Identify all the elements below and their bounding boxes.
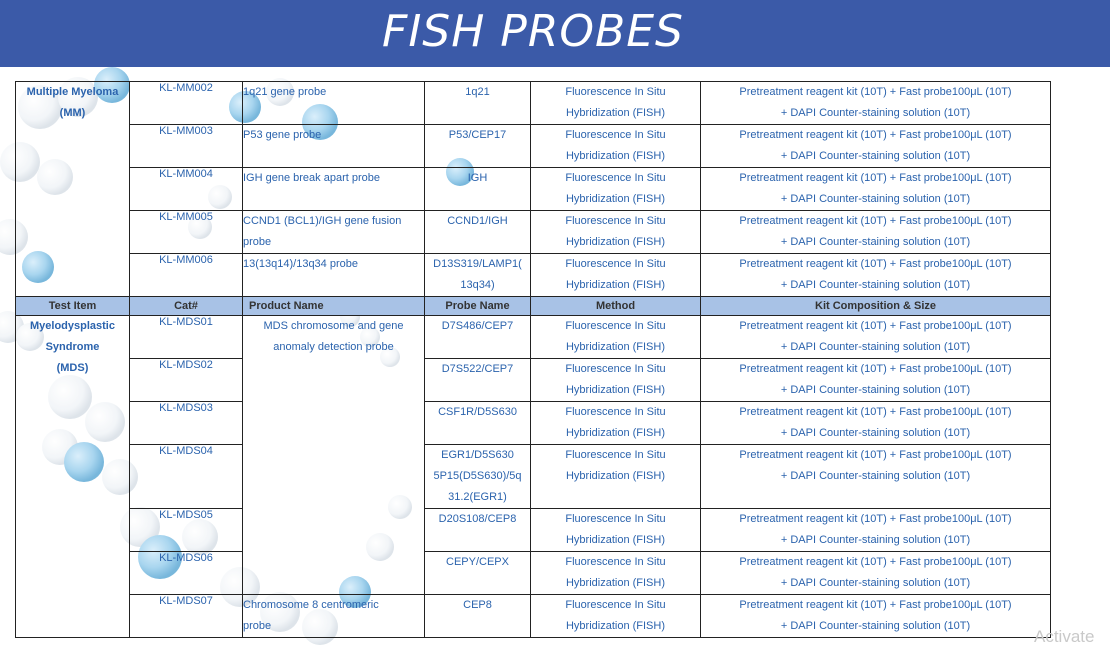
probe-line: D13S319/LAMP1( — [433, 258, 522, 270]
cat-cell: KL-MDS01 — [130, 316, 243, 359]
table-row — [16, 402, 1051, 445]
kit-line: + DAPI Counter-staining solution (10T) — [780, 427, 971, 439]
method-cell — [531, 552, 701, 595]
cat-cell: KL-MDS06 — [130, 552, 243, 595]
table-row — [16, 168, 1051, 211]
method-line: Hybridization (FISH) — [565, 470, 666, 482]
method-line: Fluorescence In Situ — [565, 556, 666, 568]
kit-cell — [701, 254, 1051, 297]
table-row — [16, 509, 1051, 552]
probe-name-cell: CEPY/CEPX — [425, 552, 531, 595]
cat-cell: KL-MDS04 — [130, 445, 243, 509]
method-cell — [531, 82, 701, 125]
method-line: Fluorescence In Situ — [565, 215, 666, 227]
fish-probes-table — [15, 81, 1051, 638]
kit-cell — [701, 595, 1051, 638]
cat-cell: KL-MDS05 — [130, 509, 243, 552]
method-line: Fluorescence In Situ — [565, 129, 666, 141]
method-cell — [531, 168, 701, 211]
method-cell — [531, 359, 701, 402]
kit-line: Pretreatment reagent kit (10T) + Fast probe100μL (10T) — [739, 599, 1012, 611]
kit-cell — [701, 316, 1051, 359]
cat-cell: KL-MDS07 — [130, 595, 243, 638]
cat-cell: KL-MDS03 — [130, 402, 243, 445]
product-line: probe — [243, 236, 272, 248]
product-name-cell: IGH gene break apart probe — [243, 168, 425, 211]
method-line: Fluorescence In Situ — [565, 258, 666, 270]
kit-line: + DAPI Counter-staining solution (10T) — [780, 620, 971, 632]
method-line: Fluorescence In Situ — [565, 449, 666, 461]
kit-line: Pretreatment reagent kit (10T) + Fast probe100μL (10T) — [739, 215, 1012, 227]
kit-line: Pretreatment reagent kit (10T) + Fast probe100μL (10T) — [739, 320, 1012, 332]
kit-line: + DAPI Counter-staining solution (10T) — [780, 577, 971, 589]
probe-name-cell: D7S486/CEP7 — [425, 316, 531, 359]
test-item-label: Syndrome — [45, 341, 100, 353]
kit-line: Pretreatment reagent kit (10T) + Fast probe100μL (10T) — [739, 449, 1012, 461]
kit-line: + DAPI Counter-staining solution (10T) — [780, 534, 971, 546]
method-cell — [531, 509, 701, 552]
header-method: Method — [531, 297, 701, 316]
product-name-merged-cell — [243, 316, 425, 595]
cat-cell: KL-MM002 — [130, 82, 243, 125]
table-row — [16, 254, 1051, 297]
method-line: Hybridization (FISH) — [565, 620, 666, 632]
kit-cell — [701, 359, 1051, 402]
header-test-item: Test Item — [16, 297, 130, 316]
probe-name-cell — [425, 445, 531, 509]
header-kit-composition: Kit Composition & Size — [701, 297, 1051, 316]
product-name-cell — [243, 595, 425, 638]
header-product-name: Product Name — [243, 297, 425, 316]
method-line: Hybridization (FISH) — [565, 534, 666, 546]
table-row — [16, 595, 1051, 638]
kit-line: + DAPI Counter-staining solution (10T) — [780, 107, 971, 119]
method-line: Hybridization (FISH) — [565, 279, 666, 291]
header-cat: Cat# — [130, 297, 243, 316]
kit-line: Pretreatment reagent kit (10T) + Fast probe100μL (10T) — [739, 513, 1012, 525]
kit-line: + DAPI Counter-staining solution (10T) — [780, 150, 971, 162]
kit-cell — [701, 445, 1051, 509]
test-item-label: (MDS) — [56, 362, 89, 374]
table-row — [16, 445, 1051, 509]
probe-name-cell: CSF1R/D5S630 — [425, 402, 531, 445]
product-line: anomaly detection probe — [273, 341, 394, 353]
table-row — [16, 82, 1051, 125]
kit-cell — [701, 82, 1051, 125]
probe-name-cell: D7S522/CEP7 — [425, 359, 531, 402]
kit-cell — [701, 211, 1051, 254]
product-name-cell — [243, 211, 425, 254]
table-row — [16, 359, 1051, 402]
test-item-mm — [16, 82, 130, 297]
probe-name-cell: CEP8 — [425, 595, 531, 638]
kit-cell — [701, 402, 1051, 445]
product-name-cell: 13(13q14)/13q34 probe — [243, 254, 425, 297]
kit-cell — [701, 125, 1051, 168]
header-probe-name: Probe Name — [425, 297, 531, 316]
kit-line: + DAPI Counter-staining solution (10T) — [780, 384, 971, 396]
kit-line: + DAPI Counter-staining solution (10T) — [780, 279, 971, 291]
kit-line: Pretreatment reagent kit (10T) + Fast probe100μL (10T) — [739, 258, 1012, 270]
method-line: Fluorescence In Situ — [565, 172, 666, 184]
title-banner — [0, 0, 1110, 67]
probe-name-cell: CCND1/IGH — [425, 211, 531, 254]
kit-line: + DAPI Counter-staining solution (10T) — [780, 236, 971, 248]
test-item-label: Multiple Myeloma — [26, 86, 119, 98]
probe-line: 31.2(EGR1) — [448, 491, 507, 503]
probe-line: 13q34) — [460, 279, 495, 291]
kit-line: Pretreatment reagent kit (10T) + Fast probe100μL (10T) — [739, 556, 1012, 568]
method-line: Fluorescence In Situ — [565, 363, 666, 375]
method-line: Hybridization (FISH) — [565, 384, 666, 396]
method-cell — [531, 595, 701, 638]
product-line: probe — [243, 620, 272, 632]
kit-line: Pretreatment reagent kit (10T) + Fast probe100μL (10T) — [739, 363, 1012, 375]
product-line: Chromosome 8 centromeric — [243, 599, 379, 611]
product-line: CCND1 (BCL1)/IGH gene fusion — [243, 215, 402, 227]
method-line: Hybridization (FISH) — [565, 427, 666, 439]
probe-name-cell: IGH — [425, 168, 531, 211]
kit-cell — [701, 509, 1051, 552]
probe-name-cell: D20S108/CEP8 — [425, 509, 531, 552]
method-line: Fluorescence In Situ — [565, 406, 666, 418]
method-cell — [531, 445, 701, 509]
cat-cell: KL-MDS02 — [130, 359, 243, 402]
kit-line: Pretreatment reagent kit (10T) + Fast probe100μL (10T) — [739, 406, 1012, 418]
page-title: FISH PROBES — [382, 6, 684, 57]
method-line: Fluorescence In Situ — [565, 86, 666, 98]
kit-line: + DAPI Counter-staining solution (10T) — [780, 470, 971, 482]
cat-cell: KL-MM004 — [130, 168, 243, 211]
method-line: Hybridization (FISH) — [565, 577, 666, 589]
table-row — [16, 125, 1051, 168]
kit-line: Pretreatment reagent kit (10T) + Fast probe100μL (10T) — [739, 86, 1012, 98]
kit-line: + DAPI Counter-staining solution (10T) — [780, 341, 971, 353]
table-row — [16, 552, 1051, 595]
method-line: Fluorescence In Situ — [565, 599, 666, 611]
kit-line: Pretreatment reagent kit (10T) + Fast probe100μL (10T) — [739, 129, 1012, 141]
test-item-mds — [16, 316, 130, 638]
probe-name-cell: 1q21 — [425, 82, 531, 125]
method-cell — [531, 254, 701, 297]
probe-line: EGR1/D5S630 — [441, 449, 514, 461]
kit-cell — [701, 552, 1051, 595]
method-cell — [531, 316, 701, 359]
kit-line: + DAPI Counter-staining solution (10T) — [780, 193, 971, 205]
test-item-label: (MM) — [59, 107, 86, 119]
activate-watermark: Activate — [1034, 627, 1095, 646]
probe-line: 5P15(D5S630)/5q — [433, 470, 522, 482]
product-name-cell: 1q21 gene probe — [243, 82, 425, 125]
method-cell — [531, 402, 701, 445]
method-line: Hybridization (FISH) — [565, 341, 666, 353]
method-line: Hybridization (FISH) — [565, 193, 666, 205]
kit-cell — [701, 168, 1051, 211]
method-line: Fluorescence In Situ — [565, 513, 666, 525]
probe-name-cell: P53/CEP17 — [425, 125, 531, 168]
cat-cell: KL-MM003 — [130, 125, 243, 168]
method-cell — [531, 125, 701, 168]
test-item-label: Myelodysplastic — [30, 320, 115, 332]
product-name-cell: P53 gene probe — [243, 125, 425, 168]
probe-name-cell — [425, 254, 531, 297]
cat-cell: KL-MM006 — [130, 254, 243, 297]
cat-cell: KL-MM005 — [130, 211, 243, 254]
product-line: MDS chromosome and gene — [263, 320, 404, 332]
method-line: Hybridization (FISH) — [565, 150, 666, 162]
table-row — [16, 316, 1051, 359]
kit-line: Pretreatment reagent kit (10T) + Fast probe100μL (10T) — [739, 172, 1012, 184]
method-line: Hybridization (FISH) — [565, 107, 666, 119]
table-header-row — [16, 297, 1051, 316]
method-cell — [531, 211, 701, 254]
method-line: Fluorescence In Situ — [565, 320, 666, 332]
table-row — [16, 211, 1051, 254]
method-line: Hybridization (FISH) — [565, 236, 666, 248]
